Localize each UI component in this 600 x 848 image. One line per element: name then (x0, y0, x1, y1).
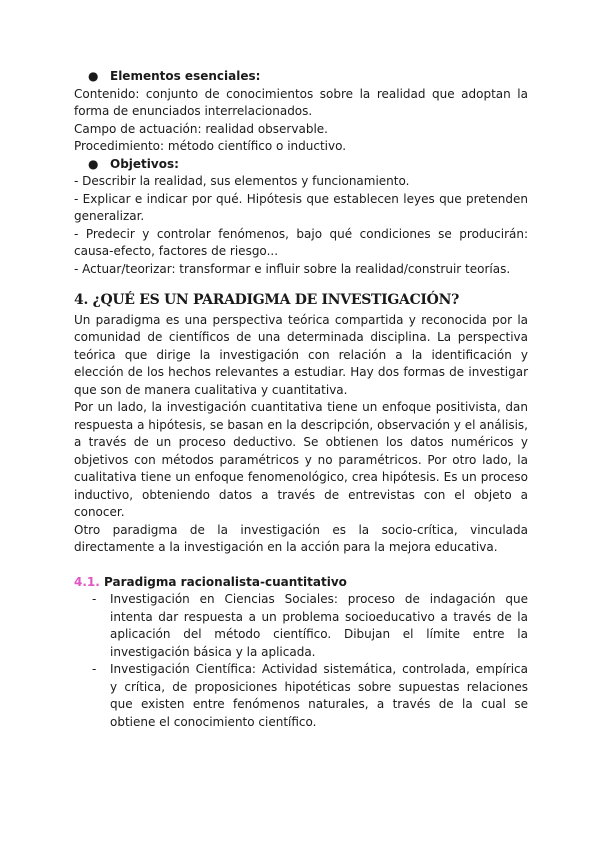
list-item-text: Investigación en Ciencias Sociales: proceso de indagación que intenta dar respuesta a un problema socioeducativo a través de la aplicación del método científico. Dibujan el límite entre la investigación básica y la aplicada. (110, 592, 528, 659)
objetivo-describir: - Describir la realidad, sus elementos y funcionamiento. (74, 174, 410, 188)
list-item (92, 591, 528, 661)
list-item (92, 661, 528, 731)
heading-elementos: Elementos esenciales: (110, 69, 261, 83)
list-item-text: Investigación Científica: Actividad sistemática, controlada, empírica y crítica, de proposiciones hipotéticas sobre supuestas relaciones que existen entre fenómenos naturales, a través de la cual se obtiene el conocimiento científico. (110, 662, 528, 729)
section-4-paragraph: Por un lado, la investigación cuantitativa tiene un enfoque positivista, dan respuesta a hipótesis, se basan en la descripción, observación y el análisis, a través de un proceso deductivo. Se obtienen los datos numéricos y objetivos con métodos paramétricos y no paramétricos. Por otro lado, la cualitativa tiene un enfoque fenomenológico, crea hipótesis. Es un proceso inductivo, obteniendo datos a través de entrevistas con el objeto a conocer. (74, 400, 528, 519)
bullet-dot-icon: ● (88, 69, 99, 83)
objetivo-explicar: - Explicar e indicar por qué. Hipótesis que establecen leyes que pretenden generalizar. (74, 191, 528, 223)
section-4-paragraph: Otro paradigma de la investigación es la socio-crítica, vinculada directamente a la investigación en la acción para la mejora educativa. (74, 522, 528, 554)
section-4-paragraph: Un paradigma es una perspectiva teórica compartida y reconocida por la comunidad de científicos de una determinada disciplina. La perspectiva teórica que dirige la investigación con relación a la identificación y elección de los hechos relevantes a estudiar. Hay dos formas de investigar que son de manera cualitativa y cuantitativa. (74, 312, 528, 397)
bullet-heading-objetivos (88, 156, 528, 174)
dash-bullet: - (92, 592, 97, 606)
elementos-campo: Campo de actuación: realidad observable. (74, 121, 328, 136)
section-4-1-label: Paradigma racionalista-cuantitativo (104, 574, 347, 589)
section-4-title: 4. ¿QUÉ ES UN PARADIGMA DE INVESTIGACIÓN? (74, 292, 459, 308)
section-4-1-number: 4.1. (74, 574, 100, 589)
elementos-procedimiento: Procedimiento: método científico o inductivo. (74, 139, 347, 153)
objetivo-predecir: - Predecir y controlar fenómenos, bajo qué condiciones se producirán: causa-efecto, factores de riesgo... (74, 226, 528, 258)
section-4-1-title (74, 574, 528, 592)
document-page (74, 68, 528, 731)
heading-objetivos: Objetivos: (110, 156, 179, 171)
bullet-heading-elementos (88, 68, 528, 86)
bullet-dot-icon: ● (88, 156, 99, 171)
elementos-contenido: Contenido: conjunto de conocimientos sobre la realidad que adoptan la forma de enunciados interrelacionados. (74, 86, 528, 118)
dash-bullet: - (92, 662, 97, 676)
objetivo-actuar: - Actuar/teorizar: transformar e influir sobre la realidad/construir teorías. (74, 261, 511, 276)
